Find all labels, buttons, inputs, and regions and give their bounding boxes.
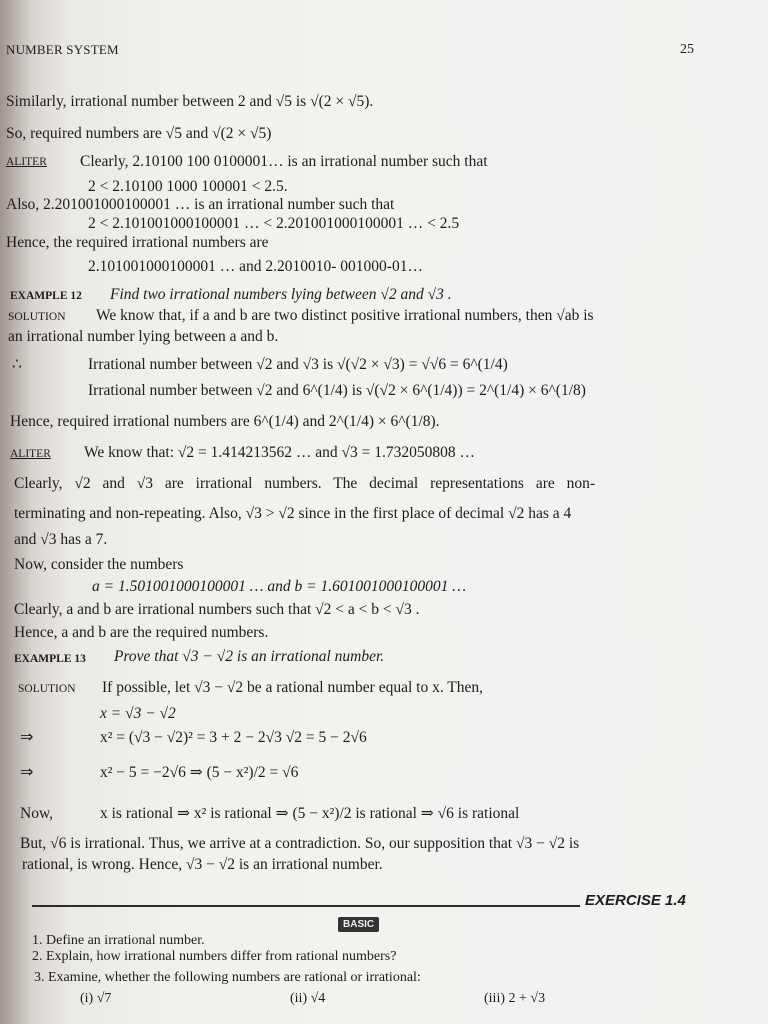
exercise-heading: EXERCISE 1.4 (585, 892, 686, 909)
text-line: Now, consider the numbers (14, 556, 184, 573)
aliter-label: ALITER (6, 156, 47, 168)
text-line: and √3 has a 7. (14, 531, 108, 548)
text-line: Hence, a and b are the required numbers. (14, 624, 269, 641)
text-line: 2.101001000100001 … and 2.2010010- 001000-01… (88, 258, 423, 275)
text-line: Clearly, √2 and √3 are irrational numbers. The decimal representations are non- (14, 475, 596, 492)
text-line: We know that, if a and b are two distinct positive irrational numbers, then √ab is (96, 307, 594, 324)
implies-arrow: ⇒ (20, 762, 34, 781)
exercise-option: (i) √7 (80, 991, 112, 1006)
text-line: 2 < 2.10100 1000 100001 < 2.5. (88, 178, 288, 195)
equation-line: x² = (√3 − √2)² = 3 + 2 − 2√3 √2 = 5 − 2√6 (100, 729, 367, 746)
text-line: If possible, let √3 − √2 be a rational number equal to x. Then, (102, 679, 484, 696)
text-line: rational, is wrong. Hence, √3 − √2 is an irrational number. (22, 856, 383, 873)
running-header-chapter: NUMBER SYSTEM (6, 42, 119, 57)
example-label: EXAMPLE 12 (10, 290, 82, 302)
text-line: Hence, required irrational numbers are 6^(1/4) and 2^(1/4) × 6^(1/8). (10, 413, 440, 430)
text-line: Irrational number between √2 and 6^(1/4) is √(√2 × 6^(1/4)) = 2^(1/4) × 6^(1/8) (88, 382, 586, 399)
now-label: Now, (20, 805, 54, 822)
text-line: Clearly, 2.10100 100 0100001… is an irrational number such that (80, 153, 488, 170)
therefore-symbol: ∴ (12, 356, 22, 373)
level-badge: BASIC (338, 917, 379, 932)
aliter-label: ALITER (10, 448, 51, 460)
text-line: So, required numbers are √5 and √(2 × √5) (6, 125, 272, 142)
solution-label: SOLUTION (8, 311, 66, 323)
equation-line: x = √3 − √2 (100, 705, 176, 722)
section-divider (32, 905, 580, 907)
example-label: EXAMPLE 13 (14, 653, 86, 665)
exercise-question: 1. Define an irrational number. (32, 933, 205, 948)
text-line: an irrational number lying between a and b. (8, 328, 279, 345)
implies-arrow: ⇒ (20, 727, 34, 746)
text-line: a = 1.501001000100001 … and b = 1.601001000100001 … (92, 578, 466, 595)
solution-label: SOLUTION (18, 683, 76, 695)
exercise-option: (ii) √4 (290, 991, 326, 1006)
text-line: Irrational number between √2 and √3 is √(√2 × √3) = √√6 = 6^(1/4) (88, 356, 508, 373)
equation-line: x² − 5 = −2√6 ⇒ (5 − x²)/2 = √6 (100, 764, 299, 781)
example-question: Prove that √3 − √2 is an irrational number. (114, 648, 385, 665)
exercise-question: 2. Explain, how irrational numbers differ from rational numbers? (32, 949, 397, 964)
page-number: 25 (680, 42, 694, 57)
text-line: But, √6 is irrational. Thus, we arrive at a contradiction. So, our supposition that √3 − √2 is (20, 835, 580, 852)
equation-line: x is rational ⇒ x² is rational ⇒ (5 − x²)/2 is rational ⇒ √6 is rational (100, 805, 520, 822)
text-line: 2 < 2.101001000100001 … < 2.201001000100001 … < 2.5 (88, 215, 460, 232)
exercise-option: (iii) 2 + √3 (484, 991, 546, 1006)
text-line: We know that: √2 = 1.414213562 … and √3 = 1.732050808 … (84, 444, 476, 461)
text-line: terminating and non-repeating. Also, √3 > √2 since in the first place of decimal √2 has a 4 (14, 505, 572, 522)
example-question: Find two irrational numbers lying between √2 and √3 . (110, 286, 452, 303)
exercise-question: 3. Examine, whether the following numbers are rational or irrational: (34, 970, 421, 985)
text-line: Hence, the required irrational numbers are (6, 234, 269, 251)
text-line: Clearly, a and b are irrational numbers such that √2 < a < b < √3 . (14, 601, 420, 618)
text-line: Also, 2.201001000100001 … is an irrational number such that (6, 196, 395, 213)
text-line: Similarly, irrational number between 2 and √5 is √(2 × √5). (6, 93, 374, 110)
